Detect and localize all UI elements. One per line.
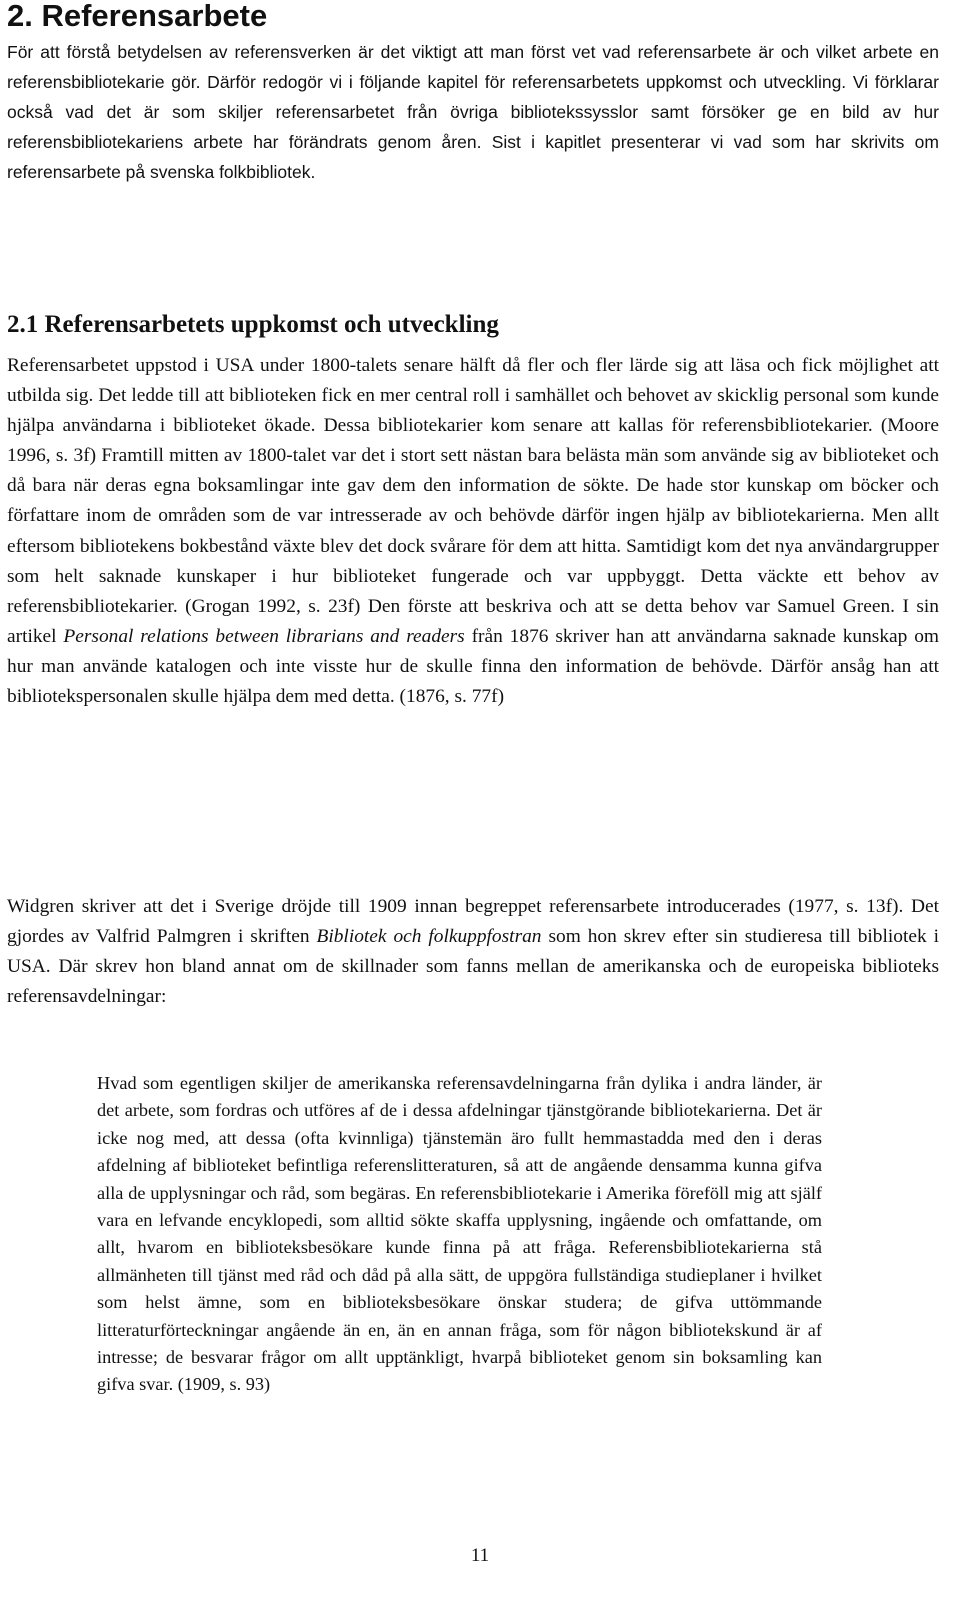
block-quote: Hvad som egentligen skiljer de amerikanska referensavdelningarna från dylika i andra länder, är det arbete, som fordras och utföres af de i dessa afdelningar tjänstgörande bibliotekarierna. Det är icke nog med, att dessa (ofta kvinnliga) tjänstemän äro fullt hemmastadda med den i deras afdelning af biblioteket befintliga referenslitteraturen, så att de angående densamma kunna gifva alla de upplysningar och råd, som begäras. En referensbibliotekarie i Amerika föreföll mig att själf vara en lefvande encyklopedi, som alltid sökte skaffa upplysning, ingående och omfattande, om allt, hvarom en biblioteksbesökare kunde finna på att fråga. Referensbibliotekarierna stå allmänheten till tjänst med råd och dåd på alla sätt, de uppgöra fullständiga studieplaner i hvilket som helst ämne, som en biblioteksbesökare önskar studera; de gifva uttömmande litteraturförteckningar angående än en, än en annan fråga, som för någon bibliotekskund är af intresse; de besvarar frågor om allt upptänkligt, hvarpå biblioteket genom sin boksamling kan gifva svar. (1909, s. 93): [97, 1073, 822, 1395]
book-title: Bibliotek och folkuppfostran: [316, 926, 542, 948]
section-paragraph-1: [7, 351, 939, 712]
paragraph-1-text-b: från 1876 skriver han att användarna saknade kunskap om hur man använde katalogen och inte visste hur de skulle finna den information de behövde. Därför ansåg han att bibliotekspersonalen skulle hjälpa dem med detta. (1876, s. 77f): [7, 625, 939, 708]
page-number: 11: [470, 1545, 490, 1566]
chapter-heading: 2. Referensarbete: [7, 0, 268, 33]
paragraph-1-text-a: Referensarbetet uppstod i USA under 1800-talets senare hälft då fler och fler lärde sig att läsa och fick möjlighet att utbilda sig. Det ledde till att biblioteken fick en mer central roll i samhället och behovet av skicklig personal som kunde hjälpa användarna i biblioteket ökade. Dessa bibliotekarier kom senare att kallas för referensbibliotekarier. (Moore 1996, s. 3f) Framtill mitten av 1800-talet var det i stort sett nästan bara belästa män som använde sig av biblioteket och då bara när deras egna boksamlingar inte gav dem den information de sökte. De hade stor kunskap om böcker och författare inom de områden som de var intresserade av och behövde därför ingen hjälp av bibliotekarierna. Men allt eftersom bibliotekens bokbestånd växte blev det dock svårare för dem att hitta. Samtidigt kom det nya användargrupper som helt saknade kunskaper i hur biblioteket fungerade och var uppbyggt. Detta väckte ett behov av referensbibliotekarier. (Grogan 1992, s. 23f) Den förste att beskriva och att se detta behov var Samuel Green. I sin artikel: [7, 355, 939, 647]
intro-paragraph: För att förstå betydelsen av referensverken är det viktigt att man först vet vad referensarbete är och vilket arbete en referensbibliotekarie gör. Därför redogör vi i följande kapitel för referensarbetets uppkomst och utveckling. Vi förklarar också vad det är som skiljer referensarbetet från övriga bibliotekssysslor samt försöker ge en bild av hur referensbibliotekariens arbete har förändrats genom åren. Sist i kapitlet presenterar vi vad som har skrivits om referensarbete på svenska folkbibliotek.: [7, 42, 939, 182]
section-paragraph-2: [7, 892, 939, 1012]
section-heading: 2.1 Referensarbetets uppkomst och utveckling: [7, 311, 499, 338]
paragraph-2-text-a: Widgren skriver att det i Sverige dröjde till 1909 innan begreppet referensarbete introducerades (1977, s. 13f). Det gjordes av Valfrid Palmgren i skriften: [7, 896, 939, 948]
article-title: Personal relations between librarians and readers: [63, 625, 465, 647]
paragraph-2-text-b: som hon skrev efter sin studieresa till bibliotek i USA. Där skrev hon bland annat om de skillnader som fanns mellan de amerikanska och de europeiska biblioteks referensavdelningar:: [7, 926, 939, 1008]
